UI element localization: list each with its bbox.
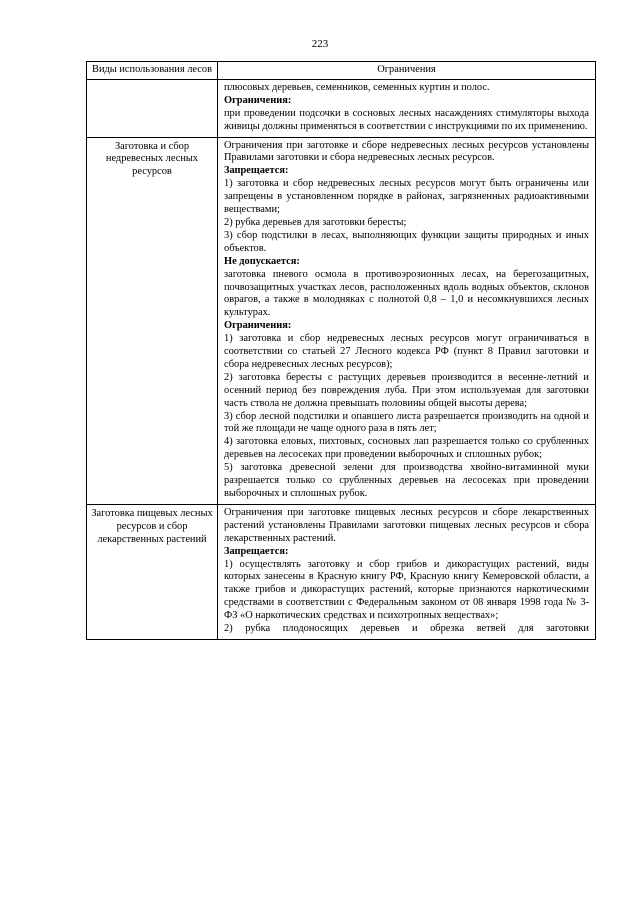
list-item: 2) заготовка бересты с растущих деревьев производится в весенне-летний и осенний период без повреждения луба. При этом используемая для заготовки часть ствола не должна превышать половины общей высоты дерева;: [224, 371, 589, 409]
list-item: 2) рубка деревьев для заготовки бересты;: [224, 216, 407, 228]
list-item: 3) сбор лесной подстилки и опавшего листа разрешается производить на одной и той же площади не чаще одного раза в пять лет;: [224, 410, 589, 435]
table-row: [87, 504, 596, 639]
header-kind: Виды использования лесов: [87, 62, 218, 80]
restrictions-table: [86, 61, 596, 640]
section-heading: Запрещается:: [224, 165, 289, 177]
page-number: 223: [311, 38, 329, 50]
section-heading: Запрещается:: [224, 545, 289, 557]
table-row: [87, 137, 596, 504]
header-limits: Ограничения: [218, 62, 596, 80]
paragraph: Ограничения при заготовке и сборе недревесных лесных ресурсов установлены Правилами заготовки и сбора недревесных лесных ресурсов.: [224, 139, 589, 164]
section-heading: Ограничения:: [224, 94, 292, 106]
list-item: 2) рубка плодоносящих деревьев и обрезка ветвей для заготовки: [224, 623, 589, 635]
row-limits: [218, 504, 596, 639]
row-kind: Заготовка и сбор недревесных лесных ресурсов: [87, 137, 218, 504]
list-item: 4) заготовка еловых, пихтовых, сосновых лап разрешается только со срубленных деревьев на лесосеках при проведении выборочных и сплошных рубок;: [224, 436, 589, 461]
list-item: 5) заготовка древесной зелени для производства хвойно-витаминной муки разрешается только со срубленных деревьев на лесосеках при проведении выборочных и сплошных рубок.: [224, 462, 589, 499]
row-kind: Заготовка пищевых лесных ресурсов и сбор лекарственных растений: [87, 504, 218, 639]
paragraph: при проведении подсочки в сосновых лесных насаждениях стимуляторы выхода живицы должны применяться в соответствии с инструкциями по их применению.: [224, 107, 589, 132]
paragraph: Ограничения при заготовке пищевых лесных ресурсов и сборе лекарственных растений установлены Правилами заготовки пищевых лесных ресурсов и сбора лекарственных растений.: [224, 506, 589, 544]
row-limits: [218, 137, 596, 504]
section-heading: Ограничения:: [224, 320, 292, 332]
table-row: [87, 79, 596, 137]
row-limits-continuation: [218, 79, 596, 137]
list-item: 1) заготовка и сбор недревесных лесных ресурсов могут ограничиваться в соответствии со статьей 27 Лесного кодекса РФ (пункт 8 Правил заготовки и сбора недревесных лесных ресурсов);: [224, 333, 589, 370]
list-item: 3) сбор подстилки в лесах, выполняющих функции защиты природных и иных объектов.: [224, 229, 589, 254]
paragraph: заготовка пневого осмола в противоэрозионных лесах, на берегозащитных, почвозащитных участках лесов, расположенных вдоль водных объектов, склонов оврагов, а также в молодняках с полнотой 0,8 – 1,0 и несомкнувшихся лесных культурах.: [224, 268, 589, 319]
continuation-line: плюсовых деревьев, семенников, семенных куртин и полос.: [224, 81, 490, 93]
list-item: 1) заготовка и сбор недревесных лесных ресурсов могут быть ограничены или запрещены в установленном порядке в районах, загрязненных радиоактивными веществами;: [224, 178, 589, 216]
section-heading: Не допускается:: [224, 255, 300, 267]
row-kind-empty: [87, 79, 218, 137]
table-header-row: [87, 62, 596, 80]
list-item: 1) осуществлять заготовку и сбор грибов и дикорастущих растений, виды которых занесены в Красную книгу РФ, Красную книгу Кемеровской области, а также грибов и дикорастущих растений, которые признаются наркотическими средствами в соответствии с Федеральным законом от 08 января 1998 года № 3-ФЗ «О наркотических средствах и психотропных веществах»;: [224, 558, 589, 622]
